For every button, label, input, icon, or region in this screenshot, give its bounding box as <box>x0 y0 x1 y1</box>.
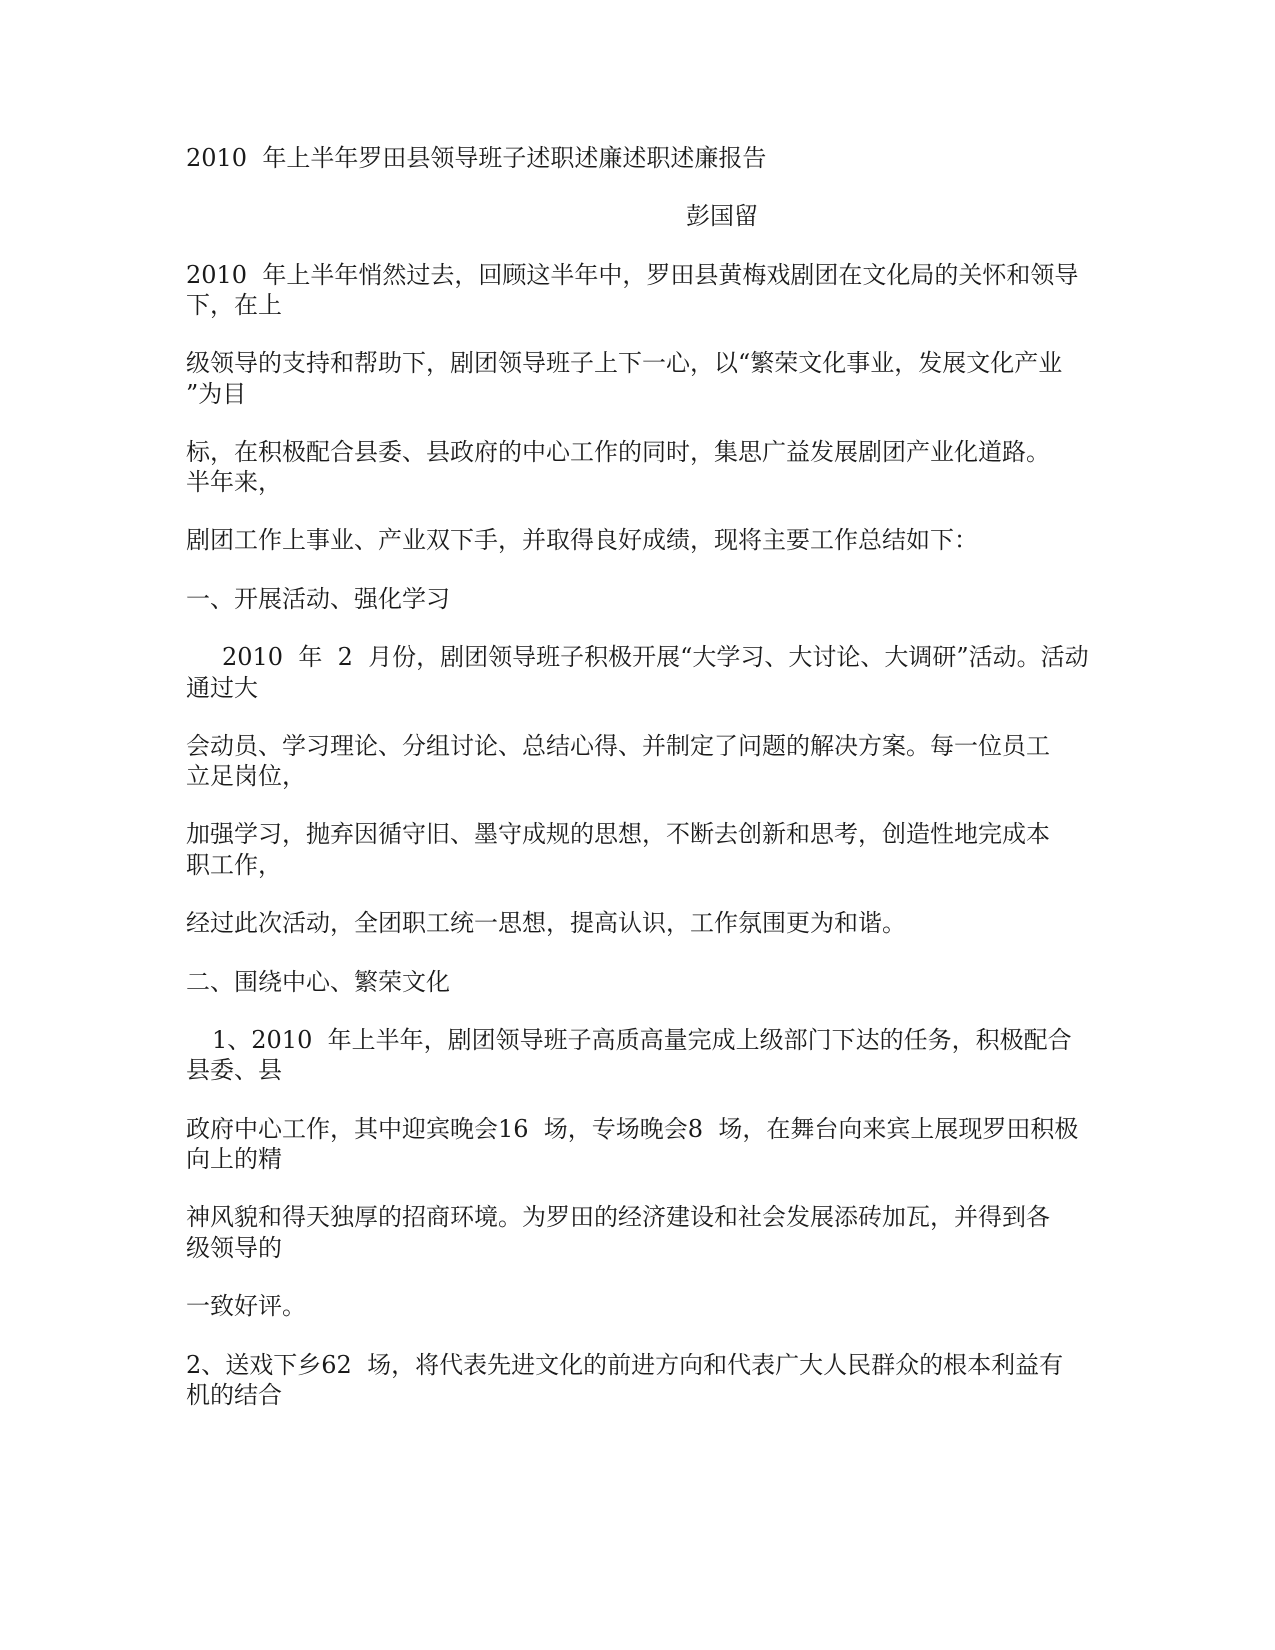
paragraph-line: 2010 年 2 月份，剧团领导班子积极开展“大学习、大讨论、大调研”活动。活动 <box>222 643 1089 671</box>
paragraph-line: 剧团工作上事业、产业双下手，并取得良好成绩，现将主要工作总结如下： <box>186 526 978 554</box>
paragraph-line: 经过此次活动，全团职工统一思想，提高认识，工作氛围更为和谐。 <box>186 909 906 937</box>
paragraph-line-continuation: 通过大 <box>186 674 258 702</box>
document-title: 2010 年上半年罗田县领导班子述职述廉述职述廉报告 <box>186 144 767 172</box>
paragraph-line-continuation: 机的结合 <box>186 1381 282 1409</box>
paragraph-line-continuation: 向上的精 <box>186 1145 282 1173</box>
paragraph-line-continuation: 职工作， <box>186 851 282 879</box>
paragraph-line: 一致好评。 <box>186 1292 306 1320</box>
paragraph-line: 政府中心工作，其中迎宾晚会16 场，专场晚会8 场，在舞台向来宾上展现罗田积极 <box>186 1115 1079 1143</box>
paragraph-line-continuation: 半年来， <box>186 468 282 496</box>
paragraph-line-continuation: 立足岗位， <box>186 762 306 790</box>
paragraph-line-continuation: 下，在上 <box>186 291 282 319</box>
paragraph-line: 标，在积极配合县委、县政府的中心工作的同时，集思广益发展剧团产业化道路。 <box>186 438 1050 466</box>
paragraph-line: 加强学习，抛弃因循守旧、墨守成规的思想，不断去创新和思考，创造性地完成本 <box>186 820 1050 848</box>
paragraph-line-continuation: 级领导的 <box>186 1234 282 1262</box>
paragraph-line: 级领导的支持和帮助下，剧团领导班子上下一心，以“繁荣文化事业，发展文化产业 <box>186 349 1063 377</box>
section-heading-2: 二、围绕中心、繁荣文化 <box>186 968 450 996</box>
paragraph-line: 2、送戏下乡62 场，将代表先进文化的前进方向和代表广大人民群众的根本利益有 <box>186 1351 1064 1379</box>
paragraph-line-continuation: 县委、县 <box>186 1056 282 1084</box>
paragraph-line-continuation: ”为目 <box>186 380 247 408</box>
document-author: 彭国留 <box>686 202 758 230</box>
paragraph-line: 神风貌和得天独厚的招商环境。为罗田的经济建设和社会发展添砖加瓦，并得到各 <box>186 1203 1050 1231</box>
paragraph-line: 2010 年上半年悄然过去，回顾这半年中，罗田县黄梅戏剧团在文化局的关怀和领导 <box>186 261 1079 289</box>
section-heading-1: 一、开展活动、强化学习 <box>186 585 450 613</box>
paragraph-line: 会动员、学习理论、分组讨论、总结心得、并制定了问题的解决方案。每一位员工 <box>186 732 1050 760</box>
paragraph-line: 1、2010 年上半年，剧团领导班子高质高量完成上级部门下达的任务，积极配合 <box>212 1026 1072 1054</box>
